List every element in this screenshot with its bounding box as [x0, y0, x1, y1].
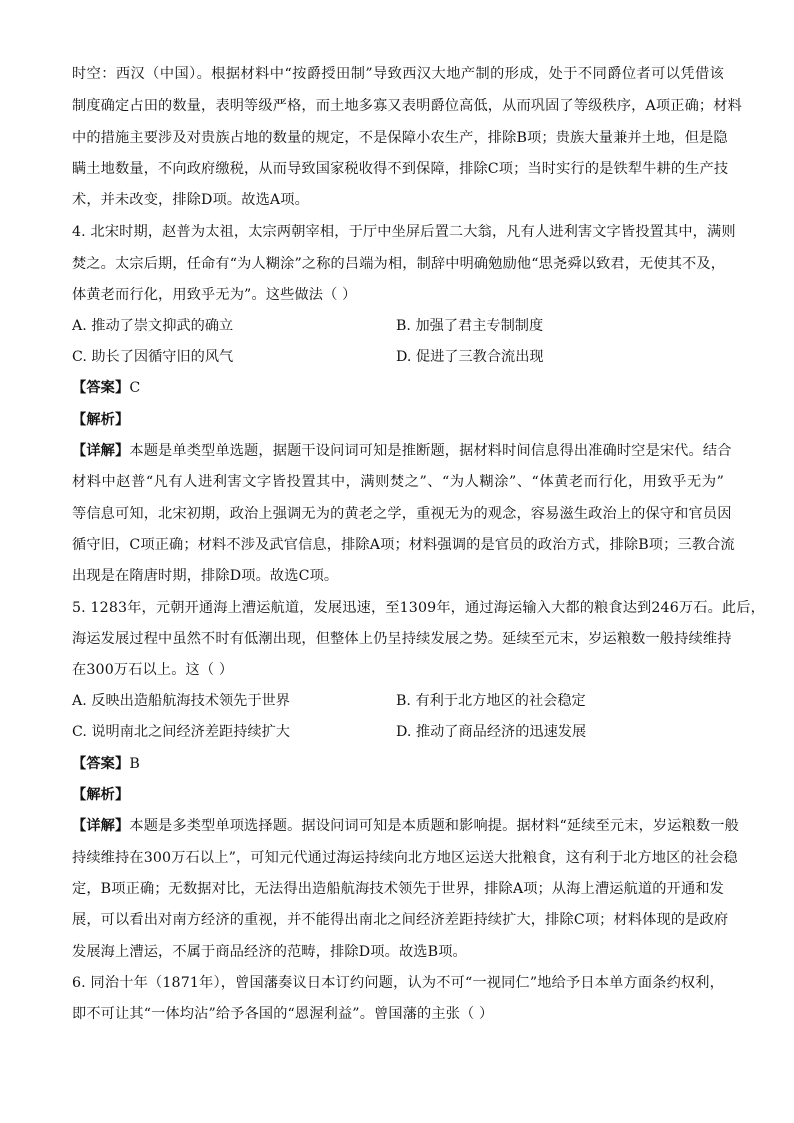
- q4-stem-line: 4. 北宋时期，赵普为太祖，太宗两朝宰相，于厅中坐屏后置二大翁，凡有人进利害文字皆投置其中，满则: [72, 224, 736, 240]
- q5-stem-line: 在300万石以上。这（ ）: [72, 662, 234, 678]
- q4-stem-line: 体黄老而行化，用致乎无为”。这些做法（ ）: [72, 287, 357, 303]
- q4-analysis-tag: [72, 410, 724, 430]
- q5-detail-line: 展，可以看出对南方经济的重视，并不能得出南北之间经济差距持续扩大，排除C项；材料体现的是政府: [72, 912, 729, 928]
- q5-detail-line: 发展海上漕运，不属于商品经济的范畴，排除D项。故选B项。: [72, 944, 467, 960]
- q5-option-d: D. 推动了商品经济的迅速发展: [396, 724, 587, 740]
- q4-option-d: D. 促进了三教合流出现: [396, 349, 544, 365]
- q4-stem-line: 焚之。太宗后期，任命有“为人糊涂”之称的吕端为相，制辞中明确勉励他“思尧舜以致君，无使其不及，: [72, 256, 726, 272]
- q5-detail-line: 持续维持在300万石以上”，可知元代通过海运持续向北方地区运送大批粮食，这有利于北方地区的社会稳: [72, 850, 738, 866]
- prev-analysis-line: 中的措施主要涉及对贵族占地的数量的规定，不是保障小农生产，排除B项；贵族大量兼并土地，但是隐: [72, 130, 728, 146]
- q5-option-b: B. 有利于北方地区的社会稳定: [396, 693, 586, 709]
- q4-option-b: B. 加强了君主专制制度: [396, 318, 544, 334]
- analysis-tag: 【解析】: [72, 412, 130, 428]
- q5-option-a: A. 反映出造船航海技术领先于世界: [72, 693, 290, 709]
- prev-analysis-line: 时空：西汉（中国）。根据材料中“按爵授田制”导致西汉大地产制的形成，处于不同爵位者可以凭借该: [72, 66, 724, 82]
- q5-stem-line: 海运发展过程中虽然不时有低潮出现，但整体上仍呈持续发展之势。延续至元末，岁运粮数一般持续维持: [72, 631, 732, 647]
- prev-analysis-line: 制度确定占田的数量，表明等级严格，而土地多寡又表明爵位高低，从而巩固了等级秩序，A项正确；材料: [72, 98, 742, 114]
- prev-analysis-line: 瞒土地数量，不向政府缴税，从而导致国家税收得不到保障，排除C项；当时实行的是铁犁牛耕的生产技: [72, 161, 729, 177]
- q4-answer: [72, 378, 724, 398]
- q5-detail-line: [72, 816, 739, 836]
- q6-stem-line: 6. 同治十年（1871年），曾国藩奏议日本订约问题，认为不可“一视同仁”地给予日本单方面条约权利，: [72, 975, 724, 991]
- analysis-tag: 【解析】: [72, 787, 130, 803]
- prev-analysis-line: 术，并未改变，排除D项。故选A项。: [72, 192, 309, 208]
- detail-text: 本题是多类型单项选择题。据设问词可知是本质题和影响提。据材料“延续至元末，岁运粮数一般: [129, 818, 739, 834]
- q4-option-c: C. 助长了因循守旧的风气: [72, 349, 234, 365]
- answer-tag: 【答案】: [72, 756, 130, 772]
- answer-value: B: [129, 756, 140, 772]
- q4-detail-line: 材料中赵普“凡有人进利害文字皆投置其中，满则焚之”、“为人糊涂”、“体黄老而行化，用致乎无为”: [72, 474, 724, 490]
- q5-detail-line: 定，B项正确；无数据对比，无法得出造船航海技术领先于世界，排除A项；从海上漕运航道的开通和发: [72, 881, 724, 897]
- q4-detail-line: 循守旧，C项正确；材料不涉及武官信息，排除A项；材料强调的是官员的政治方式，排除B项；三教合流: [72, 537, 735, 553]
- q4-detail-line: 等信息可知，北宋初期，政治上强调无为的黄老之学，重视无为的观念，容易滋生政治上的保守和官员因: [72, 506, 732, 522]
- detail-tag: 【详解】: [72, 818, 130, 834]
- q4-detail-line: [72, 441, 732, 461]
- q5-analysis-tag: [72, 785, 724, 805]
- answer-tag: 【答案】: [72, 380, 130, 396]
- q4-option-a: A. 推动了崇文抑武的确立: [72, 318, 234, 334]
- detail-tag: 【详解】: [72, 443, 130, 459]
- q4-detail-line: 出现是在隋唐时期，排除D项。故选C项。: [72, 568, 339, 584]
- detail-text: 本题是单类型单选题，据题干设问词可知是推断题，据材料时间信息得出准确时空是宋代。结合: [129, 443, 732, 459]
- q5-answer: [72, 754, 724, 774]
- answer-value: C: [129, 380, 141, 396]
- q6-stem-line: 即不可让其“一体均沾”给予各国的“恩渥利益”。曾国藩的主张（ ）: [72, 1006, 494, 1022]
- q5-stem-line: 5. 1283年，元朝开通海上漕运航道，发展迅速，至1309年，通过海运输入大都的粮食达到246万石。此后，: [72, 600, 765, 616]
- q5-option-c: C. 说明南北之间经济差距持续扩大: [72, 724, 290, 740]
